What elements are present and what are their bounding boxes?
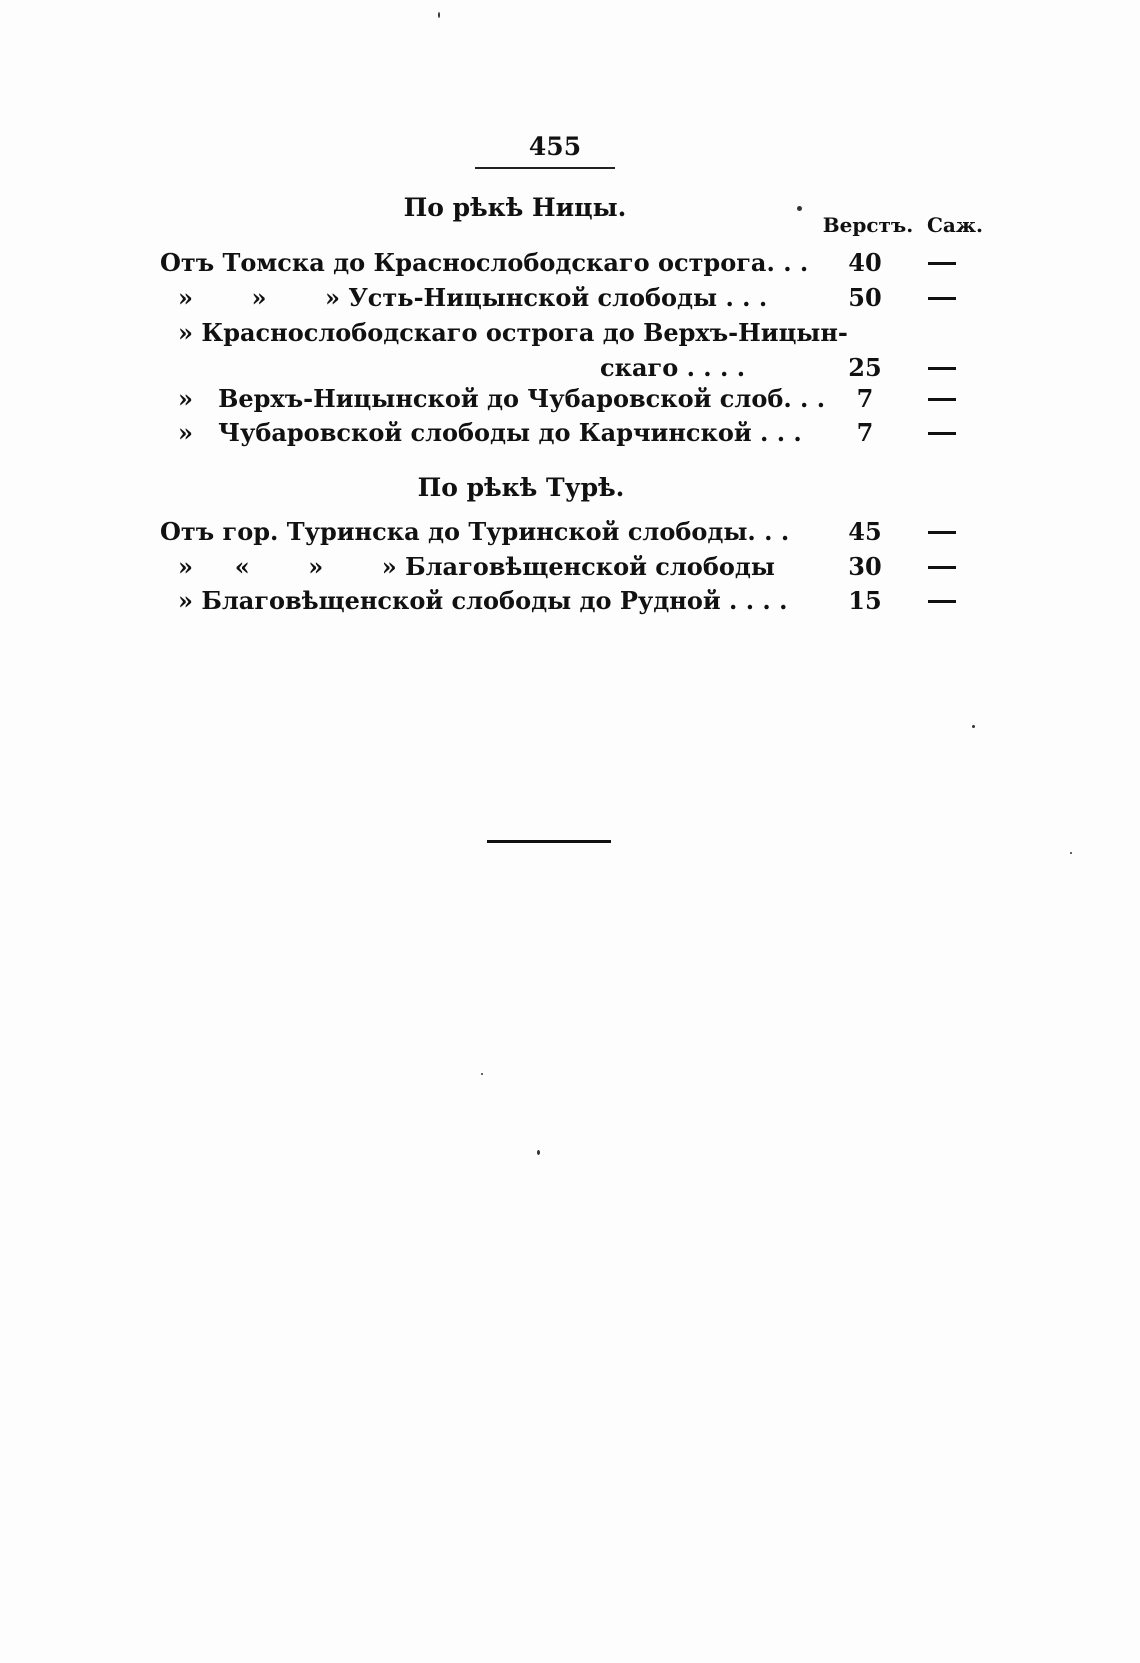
- table-row: [160, 418, 980, 452]
- sazh-dash: [928, 432, 956, 435]
- route-label: » Благовѣщенской слободы до Рудной . . . .: [178, 586, 788, 615]
- section-heading-nitsa: По рѣкѣ Ницы.: [403, 193, 627, 222]
- scan-speck: [537, 1150, 540, 1155]
- table-row: [160, 318, 980, 352]
- scan-speck: [972, 725, 975, 728]
- sazh-dash: [928, 262, 956, 265]
- table-row: [160, 353, 980, 387]
- table-row: [160, 384, 980, 418]
- route-label: Отъ Томска до Краснослободскаго острога. . .: [160, 248, 809, 277]
- sazh-dash: [928, 398, 956, 401]
- table-row: [160, 552, 980, 586]
- verst-value: 45: [848, 517, 882, 546]
- page-number-rule: [475, 167, 615, 169]
- route-label: » « » » Благовѣщенской слободы: [178, 552, 775, 581]
- sazh-dash: [928, 531, 956, 534]
- verst-value: 7: [856, 418, 874, 447]
- end-rule: [487, 840, 611, 843]
- verst-value: 15: [848, 586, 882, 615]
- table-row: [160, 248, 980, 282]
- verst-value: 40: [848, 248, 882, 277]
- column-header-sazh: Саж.: [926, 213, 984, 237]
- section-heading-tura: По рѣкѣ Турѣ.: [417, 473, 625, 502]
- sazh-dash: [928, 367, 956, 370]
- verst-value: 25: [848, 353, 882, 382]
- sazh-dash: [928, 600, 956, 603]
- verst-value: 7: [856, 384, 874, 413]
- route-label: » » » Усть-Ницынской слободы . . .: [178, 283, 768, 312]
- table-row: [160, 586, 980, 620]
- scan-speck: [1070, 852, 1072, 854]
- column-header-verst: Верстъ.: [822, 213, 914, 237]
- table-row: [160, 517, 980, 551]
- table-row: [160, 283, 980, 317]
- route-label: Отъ гор. Туринска до Туринской слободы. . .: [160, 517, 790, 546]
- scan-speck: [481, 1073, 483, 1075]
- route-label: » Чубаровской слободы до Карчинской . . .: [178, 418, 802, 447]
- scan-speck: [438, 12, 440, 18]
- sazh-dash: [928, 297, 956, 300]
- route-label-continuation: скаго . . . .: [600, 353, 746, 382]
- verst-value: 30: [848, 552, 882, 581]
- scan-speck: [797, 206, 802, 211]
- sazh-dash: [928, 566, 956, 569]
- page-number: 455: [528, 132, 582, 161]
- verst-value: 50: [848, 283, 882, 312]
- route-label: » Краснослободскаго острога до Верхъ-Ницын-: [178, 318, 848, 347]
- route-label: » Верхъ-Ницынской до Чубаровской слоб. . .: [178, 384, 826, 413]
